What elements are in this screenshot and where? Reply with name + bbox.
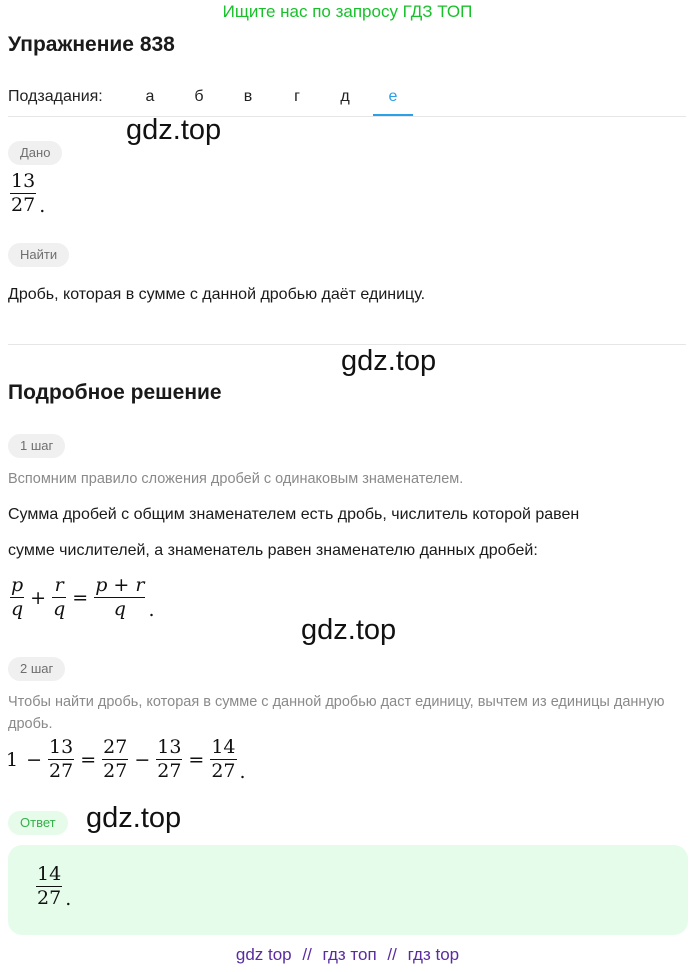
- plus-sign: +: [30, 586, 47, 609]
- equals-sign: =: [188, 748, 205, 771]
- fraction-numerator: 27: [103, 736, 128, 758]
- formula-p-plus-r: p + r: [95, 574, 145, 596]
- subtask-tab-e[interactable]: е: [373, 80, 413, 116]
- answer-fraction: [34, 863, 71, 910]
- step1-hint: Вспомним правило сложения дробей с одинаковым знаменателем.: [8, 471, 464, 487]
- promo-banner[interactable]: Ищите нас по запросу ГДЗ ТОП: [222, 2, 473, 21]
- fraction-numerator: 14: [211, 736, 236, 758]
- minus-sign: −: [134, 748, 151, 771]
- step1-line1: Сумма дробей с общим знаменателем есть дробь, числитель которой равен: [8, 506, 580, 523]
- watermark: gdz.top: [301, 614, 397, 646]
- subtasks-tabs: [0, 80, 695, 116]
- step1-line2: сумме числителей, а знаменатель равен знаменателю данных дробей:: [8, 542, 538, 559]
- formula-p: p: [11, 574, 24, 596]
- one: 1: [6, 748, 19, 771]
- fraction-numerator: 13: [49, 736, 74, 758]
- subtask-tab-d[interactable]: д: [340, 88, 350, 105]
- answer-box: [8, 845, 688, 935]
- find-text: Дробь, которая в сумме с данной дробью даёт единицу.: [8, 286, 426, 303]
- watermark: gdz.top: [341, 345, 437, 377]
- formula-r: r: [52, 574, 66, 598]
- fraction-denominator: 27: [211, 760, 236, 782]
- footer-separator: //: [302, 945, 312, 964]
- subtask-tab-b[interactable]: б: [194, 88, 204, 105]
- divider: [8, 116, 686, 117]
- given-fraction: [8, 170, 45, 217]
- solution-title: Подробное решение: [8, 381, 222, 404]
- footer-links: [0, 945, 695, 965]
- watermark: gdz.top: [86, 802, 182, 834]
- step2-badge: 2 шаг: [8, 657, 65, 681]
- find-badge: Найти: [8, 243, 69, 267]
- minus-sign: −: [26, 748, 43, 771]
- subtask-tab-g[interactable]: г: [294, 88, 300, 105]
- step2-formula: [6, 736, 246, 783]
- formula-q: q: [11, 598, 24, 620]
- given-dot: .: [39, 195, 46, 217]
- fraction-numerator: 13: [157, 736, 182, 758]
- given-badge: Дано: [8, 141, 62, 165]
- step1-formula: [8, 574, 154, 621]
- fraction-denominator: 27: [157, 760, 182, 782]
- step2-hint: Чтобы найти дробь, которая в сумме с данной дробью даст единицу, вычтем из единицы данную дробь.: [8, 694, 665, 732]
- step1-badge: 1 шаг: [8, 434, 65, 458]
- given-denominator: 27: [11, 194, 36, 216]
- page-title: Упражнение 838: [8, 33, 175, 56]
- subtasks-label: Подзадания:: [8, 88, 103, 105]
- fraction-denominator: 27: [103, 760, 128, 782]
- formula-q: q: [113, 598, 126, 620]
- subtask-tab-a[interactable]: а: [145, 88, 155, 105]
- answer-denominator: 27: [37, 887, 62, 909]
- answer-badge: Ответ: [8, 811, 68, 835]
- footer-link-gdz-top-ru[interactable]: гдз топ: [322, 945, 377, 964]
- footer-separator: //: [387, 945, 397, 964]
- watermark: gdz.top: [126, 114, 222, 146]
- formula-dot: .: [148, 599, 155, 621]
- formula-q: q: [53, 598, 66, 620]
- equals-sign: =: [80, 748, 97, 771]
- footer-link-gdz-top-mixed[interactable]: гдз top: [407, 945, 460, 964]
- formula-dot: .: [239, 761, 246, 783]
- given-numerator: 13: [11, 170, 36, 192]
- footer-link-gdz-top[interactable]: gdz top: [235, 945, 292, 964]
- answer-numerator: 14: [37, 863, 62, 885]
- fraction-denominator: 27: [49, 760, 74, 782]
- subtask-tab-v[interactable]: в: [243, 88, 253, 105]
- equals-sign: =: [72, 586, 89, 609]
- answer-dot: .: [65, 888, 72, 910]
